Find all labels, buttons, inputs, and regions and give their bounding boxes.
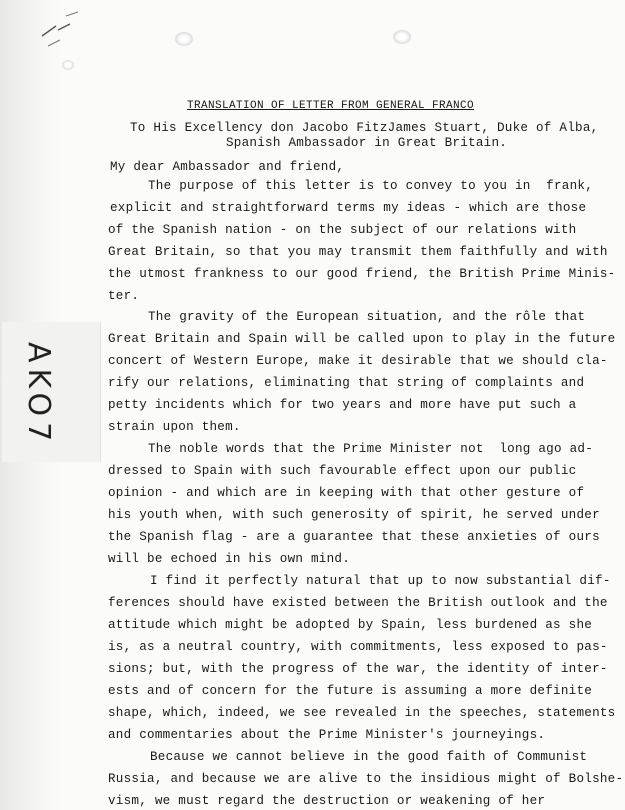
body-line: dressed to Spain with such favourable effect upon our public xyxy=(108,464,577,478)
body-line: opinion - and which are in keeping with that other gesture of xyxy=(108,486,585,500)
body-line: shape, which, indeed, we see revealed in the speeches, statements xyxy=(108,706,616,720)
body-line: Great Britain and Spain will be called upon to play in the future xyxy=(108,332,616,346)
punch-hole-icon xyxy=(175,32,193,46)
salutation: My dear Ambassador and friend, xyxy=(110,160,345,174)
body-line: rify our relations, eliminating that string of complaints and xyxy=(108,376,585,390)
body-line: the utmost frankness to our good friend, the British Prime Minis- xyxy=(108,267,616,281)
body-line: and commentaries about the Prime Minister's journeyings. xyxy=(108,728,546,742)
body-line: sions; but, with the progress of the war, the identity of inter- xyxy=(108,662,608,676)
margin-tag xyxy=(2,322,101,462)
body-line: will be echoed in his own mind. xyxy=(108,552,351,566)
punch-hole-icon xyxy=(393,30,411,44)
margin-tag-text: AKO7 xyxy=(21,342,56,448)
body-line: strain upon them. xyxy=(108,420,241,434)
body-line: ests and of concern for the future is assuming a more definite xyxy=(108,684,593,698)
body-line: attitude which might be adopted by Spain, less burdened as she xyxy=(108,618,593,632)
body-line: explicit and straightforward terms my ideas - which are those xyxy=(110,201,587,215)
body-line: of the Spanish nation - on the subject of our relations with xyxy=(108,223,577,237)
body-line: The gravity of the European situation, and the rôle that xyxy=(148,310,586,324)
pencil-mark-icon xyxy=(38,10,86,50)
body-line: Russia, and because we are alive to the insidious might of Bolshe- xyxy=(108,772,624,786)
body-line: ferences should have existed between the British outlook and the xyxy=(108,596,608,610)
body-line: his youth when, with such generosity of spirit, he served under xyxy=(108,508,600,522)
body-line: is, as a neutral country, with commitments, less exposed to pas- xyxy=(108,640,608,654)
body-line: The noble words that the Prime Minister not long ago ad- xyxy=(148,442,594,456)
address-line: To His Excellency don Jacobo FitzJames Stuart, Duke of Alba, xyxy=(130,121,599,135)
body-line: The purpose of this letter is to convey to you in frank, xyxy=(148,179,594,193)
body-line: concert of Western Europe, make it desirable that we should cla- xyxy=(108,354,608,368)
body-line: the Spanish flag - are a guarantee that these anxieties of ours xyxy=(108,530,600,544)
body-line: petty incidents which for two years and more have put such a xyxy=(108,398,577,412)
address-line: Spanish Ambassador in Great Britain. xyxy=(226,136,508,150)
body-line: Because we cannot believe in the good faith of Communist xyxy=(150,750,588,764)
body-line: ter. xyxy=(108,289,140,303)
letter-heading: TRANSLATION OF LETTER FROM GENERAL FRANCO xyxy=(187,100,475,112)
body-line: Great Britain, so that you may transmit them faithfully and with xyxy=(108,245,608,259)
punch-hole-icon xyxy=(62,60,74,70)
body-line: vism, we must regard the destruction or weakening of her xyxy=(108,794,546,808)
body-line: I find it perfectly natural that up to now substantial dif- xyxy=(150,574,611,588)
